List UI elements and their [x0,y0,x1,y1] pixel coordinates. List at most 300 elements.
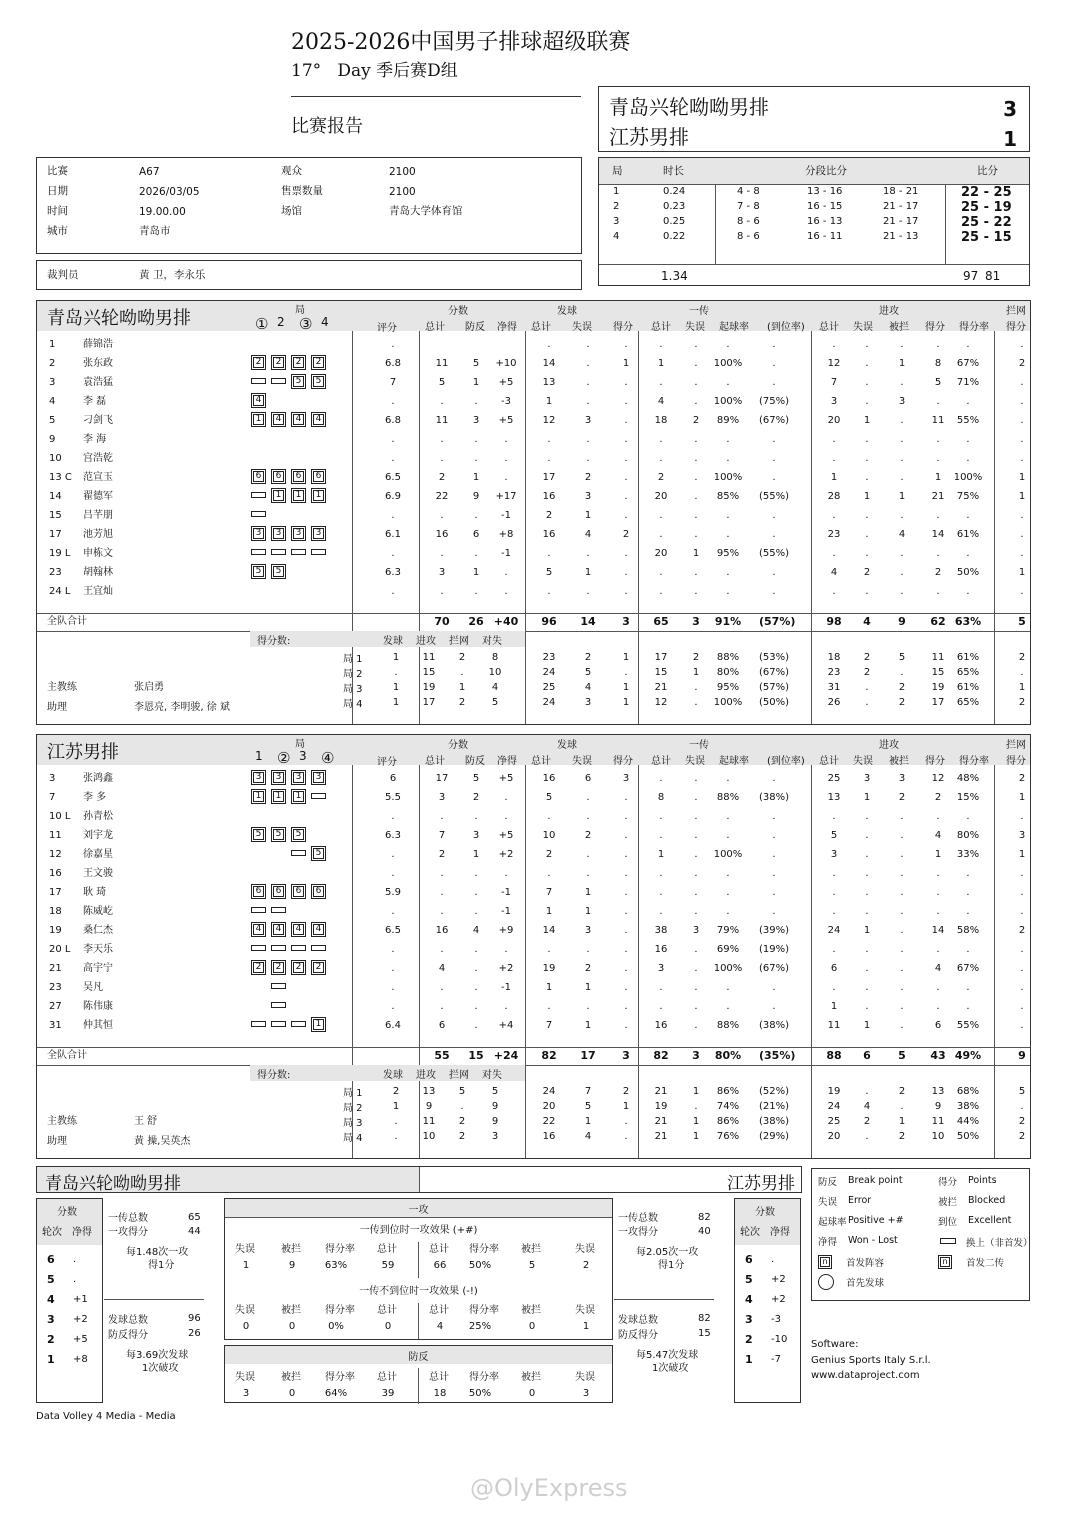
legend [811,1168,1033,1301]
set-partial-21: 21 - 17 [883,201,919,212]
team-total: 14 [580,615,596,628]
player-stat: . [832,453,836,464]
set-label: 局 3 [343,1118,363,1129]
player-stat: . [624,415,628,426]
player-stat: . [586,586,590,597]
set-stat: 25 [542,682,556,693]
player-stat: 18 [654,415,668,426]
set-stat: 1 [622,697,630,708]
player-stat: 15% [956,792,980,803]
player-name: 陈威屹 [83,906,113,917]
city-value: 青岛市 [139,225,171,237]
start-legend-box [938,1255,952,1269]
player-stat: . [586,1001,590,1012]
team-total: 15 [468,1049,484,1062]
starting-position: 3 [313,772,324,783]
player-stat: +2 [498,963,514,974]
starting-position-box [291,526,306,541]
player-stat: . [865,811,869,822]
player-stat: 67% [956,358,980,369]
col-header-a_pts: 得分 [925,756,945,767]
player-stat: . [474,906,478,917]
recv-note: 每2.05次一攻 [636,1247,699,1258]
substitution-mark [251,945,266,951]
software-company: Genius Sports Italy S.r.l. [811,1355,931,1366]
player-stat: . [900,963,904,974]
player-stat: 2 [934,567,942,578]
col-header-recv: 一传 [689,306,709,317]
player-stat: 55% [956,1020,980,1031]
divider [37,613,1030,614]
player-stat: 5 [472,358,480,369]
set-stat: 2 [692,652,700,663]
starting-position-box [311,488,326,503]
player-name: 孙青松 [83,811,113,822]
player-stat: 33% [956,849,980,860]
player-stat: 7 [545,1020,553,1031]
player-stat: (55%) [759,491,790,502]
player-stat: . [966,982,970,993]
player-stat: . [694,944,698,955]
player-stat: 3 [692,925,700,936]
points-head: 进攻 [416,636,436,647]
player-number: 15 [49,510,62,521]
player-stat: 5 [545,792,553,803]
starting-position: 2 [313,357,324,368]
player-stat: . [772,339,776,350]
player-stat: . [865,510,869,521]
starting-position-box [271,526,286,541]
divider [994,331,995,724]
legend-key: n [940,1257,950,1267]
player-stat: . [1020,1020,1024,1031]
player-stat: 95% [716,548,740,559]
set-stat: (53%) [759,652,790,663]
set-stat: 1 [898,1116,906,1127]
player-stat: . [586,944,590,955]
team-total: 3 [622,1049,630,1062]
player-stat: . [936,944,940,955]
player-name: 李 海 [83,434,107,445]
player-stat: . [504,868,508,879]
player-stat: . [966,339,970,350]
set-label: 局 4 [343,1133,363,1144]
set-stat: 2 [1018,697,1026,708]
player-stat: . [1020,1001,1024,1012]
player-stat: . [586,377,590,388]
player-stat: . [659,982,663,993]
player-stat: 6.1 [385,529,401,540]
set-label: 局 2 [343,669,363,680]
col-header-a_pct: 得分率 [959,322,989,333]
player-stat: 20 [654,548,668,559]
player-stat: +5 [498,773,514,784]
table-value: 2 [582,1260,590,1271]
set-stat: . [694,697,698,708]
starting-position: 4 [313,924,324,935]
player-number: 19 [49,925,62,936]
team-total: 88 [826,1049,842,1062]
player-stat: . [900,982,904,993]
col-header-s_total: 总计 [531,322,551,333]
set-stat: . [1020,1101,1024,1112]
starting-position: 6 [293,886,304,897]
table-value: 4 [436,1321,444,1332]
player-number: 24 L [49,586,71,597]
player-stat: . [694,510,698,521]
player-stat: . [659,510,663,521]
starting-position: 6 [253,471,264,482]
set-stat: 5 [584,1101,592,1112]
player-stat: 100% [713,358,743,369]
player-stat: . [1020,396,1024,407]
player-stat: . [547,811,551,822]
starting-position-box [251,884,266,899]
team-total: 55 [434,1049,450,1062]
serve-note: 每3.69次发球 [126,1350,189,1361]
starting-position: 6 [253,886,264,897]
table-head: 得分率 [325,1305,355,1316]
player-stat: . [474,548,478,559]
player-stat: . [391,339,395,350]
starting-position: 4 [293,924,304,935]
total-points-b: 81 [985,269,1001,283]
fa-table [225,1281,614,1339]
team-total: 98 [826,615,842,628]
player-stat: . [474,510,478,521]
player-stat: . [832,548,836,559]
starting-position-box [291,884,306,899]
player-stat: 2 [1018,925,1026,936]
player-stat: . [586,434,590,445]
team-total: 26 [468,615,484,628]
set-partial-21: 21 - 13 [883,231,919,242]
starting-position: 3 [273,528,284,539]
player-stat: . [624,868,628,879]
player-number: 2 [49,358,56,369]
player-stat: 3 [898,773,906,784]
player-stat: 7 [830,377,838,388]
player-stat: . [865,453,869,464]
player-stat: . [694,982,698,993]
col-header-r_total: 总计 [651,322,671,333]
table-value: 3 [582,1388,590,1399]
player-stat: . [440,510,444,521]
player-stat: . [694,1020,698,1031]
starting-position-box [271,922,286,937]
player-stat: . [474,963,478,974]
starting-position-box [251,789,266,804]
player-stat: 6 [389,773,397,784]
player-name: 仲其恒 [83,1020,113,1031]
starting-position: 1 [293,791,304,802]
table-head: 被拦 [521,1244,541,1255]
set-stat: . [694,1101,698,1112]
player-stat: . [474,396,478,407]
player-stat: 21 [931,491,945,502]
player-stat: 3 [830,849,838,860]
col-header-p_total: 总计 [425,322,445,333]
ticket-value: 2100 [389,186,416,198]
player-stat: +8 [498,529,514,540]
player-stat: . [772,453,776,464]
player-number: 1 [49,339,56,350]
set-label: 局 2 [343,1103,363,1114]
player-stat: . [832,339,836,350]
player-stat: 100% [713,396,743,407]
set-number: 1 [613,186,620,197]
substitution-mark [271,983,286,989]
set-points: 10 [422,1131,436,1142]
starting-position: 5 [253,829,264,840]
col-header-r_err: 失误 [685,756,705,767]
player-stat: . [586,396,590,407]
table-value: 50% [468,1388,492,1399]
set-stat: (57%) [759,682,790,693]
player-stat: 1 [584,982,592,993]
player-stat: . [624,377,628,388]
coach-name: 张启勇 [134,682,164,693]
player-stat: 61% [956,529,980,540]
rotation-number: 2 [47,1333,55,1346]
player-stat: . [772,358,776,369]
set-stat: . [865,697,869,708]
player-stat: . [474,982,478,993]
team-total: 91% [714,615,742,628]
divider [638,331,639,724]
substitution-mark [251,907,266,913]
player-number: 10 [49,453,62,464]
substitution-mark [251,378,266,384]
player-stat: 17 [542,472,556,483]
player-name: 宫浩乾 [83,453,113,464]
player-stat: . [900,453,904,464]
rotation-number: 4 [47,1293,55,1306]
player-stat: 4 [934,963,942,974]
col-header-r_pos: 起球率 [719,322,749,333]
player-stat: . [1020,529,1024,540]
team-total: 65 [653,615,669,628]
set-stat: . [900,667,904,678]
col-header-a_blk: 被拦 [889,322,909,333]
player-name: 池芳旭 [83,529,113,540]
player-stat: . [547,868,551,879]
set-stat: 24 [827,1101,841,1112]
player-name: 陈伟康 [83,1001,113,1012]
team-a-stats [36,300,1031,725]
set-score: 25 - 15 [961,230,1012,245]
starting-position-box [311,412,326,427]
starting-position: 1 [253,414,264,425]
player-stat: 5.9 [385,887,401,898]
player-name: 吴凡 [83,982,103,993]
col-header-rating: 评分 [377,757,397,768]
set-stat: 2 [898,1086,906,1097]
serve-note: 1次破攻 [652,1363,689,1374]
player-stat: . [900,567,904,578]
player-stat: . [900,472,904,483]
points-head: 发球 [383,1070,403,1081]
bp-points: 15 [698,1328,711,1339]
rotation-net: . [771,1254,775,1265]
player-stat: 14 [931,925,945,936]
player-number: 31 [49,1020,62,1031]
player-stat: . [659,906,663,917]
player-stat: . [694,453,698,464]
player-stat: +4 [498,1020,514,1031]
player-stat: . [504,453,508,464]
player-stat: . [694,963,698,974]
player-stat: 3 [472,830,480,841]
starting-position: 2 [293,357,304,368]
fa-points-label: 一攻得分 [108,1227,148,1238]
recv-note: 得1分 [148,1260,175,1271]
player-stat: 1 [1018,491,1026,502]
rotation-title: 分数 [755,1207,775,1218]
set-points: . [460,667,464,678]
player-name: 耿 琦 [83,887,107,898]
player-stat: . [547,1001,551,1012]
player-stat: . [440,548,444,559]
player-number: 16 [49,868,62,879]
player-stat: 1 [898,358,906,369]
set-stat: 76% [716,1131,740,1142]
player-stat: . [900,377,904,388]
player-stat: (38%) [759,1020,790,1031]
player-stat: 14 [542,358,556,369]
player-stat: . [694,472,698,483]
player-stat: . [726,586,730,597]
starting-position-box [291,469,306,484]
player-stat: 1 [472,567,480,578]
player-stat: 1 [830,1001,838,1012]
player-stat: . [900,510,904,521]
player-stat: . [900,1001,904,1012]
set-stat: 24 [542,667,556,678]
set-stat: 15 [654,667,668,678]
player-stat: 6.3 [385,830,401,841]
player-stat: . [504,472,508,483]
player-stat: . [936,811,940,822]
team-total: 62 [930,615,946,628]
set-stat: 19 [654,1101,668,1112]
substitution-mark [251,1021,266,1027]
starting-position-box [251,412,266,427]
team-total: 80% [714,1049,742,1062]
player-stat: . [865,396,869,407]
table-value: 0 [288,1388,296,1399]
set-stat: 1 [692,1086,700,1097]
starting-position: 2 [273,357,284,368]
sets-h-dur: 时长 [663,165,684,177]
col-header-r_pos: 起球率 [719,756,749,767]
player-stat: . [900,944,904,955]
player-name: 薛锦浩 [83,339,113,350]
set-points: 11 [422,652,436,663]
player-stat: . [1020,868,1024,879]
player-stat: 4 [898,529,906,540]
player-stat: . [726,1001,730,1012]
player-stat: . [474,887,478,898]
player-stat: . [936,868,940,879]
total-duration: 1.34 [661,269,688,283]
player-stat: . [391,849,395,860]
player-stat: . [504,944,508,955]
page-title: 2025-2026中国男子排球超级联赛 [291,30,631,55]
referee-names: 黄 卫，李永乐 [139,269,206,281]
starting-position: 5 [293,376,304,387]
set-stat: . [624,667,628,678]
player-stat: 16 [435,529,449,540]
player-number: 3 [49,773,56,784]
player-stat: 1 [863,1020,871,1031]
set-stat: 19 [827,1086,841,1097]
rotation-box [734,1198,801,1403]
coach-name: 王 舒 [134,1116,158,1127]
player-stat: 3 [657,963,665,974]
player-stat: . [966,396,970,407]
starting-position: 2 [273,962,284,973]
set-stat: 21 [654,1131,668,1142]
substitution-mark [311,945,326,951]
set-stat: 5 [584,667,592,678]
starting-position: 4 [273,924,284,935]
points-head: 对失 [482,636,502,647]
set-stat: . [865,682,869,693]
table-head: 失误 [575,1372,595,1383]
player-stat: . [694,906,698,917]
player-stat: 8 [934,358,942,369]
team-total: 96 [541,615,557,628]
set-points: . [394,1116,398,1127]
team-total: 3 [692,615,700,628]
table-value: 1 [242,1260,250,1271]
player-stat: -1 [501,906,511,917]
set-stat: 2 [863,667,871,678]
legend-key: 被拦 [938,1197,958,1208]
player-stat: 2 [622,529,630,540]
player-stat: 16 [542,491,556,502]
player-stat: 20 [827,415,841,426]
player-name: 范宣玉 [83,472,113,483]
set-stat: 61% [956,682,980,693]
player-stat: 1 [657,358,665,369]
set-duration: 0.24 [663,186,686,197]
match-label: 比赛 [47,165,68,177]
player-stat: . [1020,887,1024,898]
col-header-s_err: 失误 [572,322,592,333]
rotation-number: 4 [745,1293,753,1306]
set-partial-21: 18 - 21 [883,186,919,197]
starting-position: 6 [273,886,284,897]
player-stat: . [624,472,628,483]
player-stat: . [504,792,508,803]
player-stat: . [547,339,551,350]
team-total: 3 [622,615,630,628]
col-header-serve: 发球 [557,306,577,317]
set-points: 1 [392,682,400,693]
starting-position-box [251,564,266,579]
set-partial-21: 21 - 17 [883,216,919,227]
player-stat: 1 [584,510,592,521]
set-points: 19 [422,682,436,693]
player-stat: 7 [389,377,397,388]
table-head: 总计 [377,1244,397,1255]
legend-value: Won - Lost [848,1235,898,1246]
player-stat: 12 [827,358,841,369]
table-value: 63% [324,1260,348,1271]
rotation-net: -3 [771,1314,781,1325]
